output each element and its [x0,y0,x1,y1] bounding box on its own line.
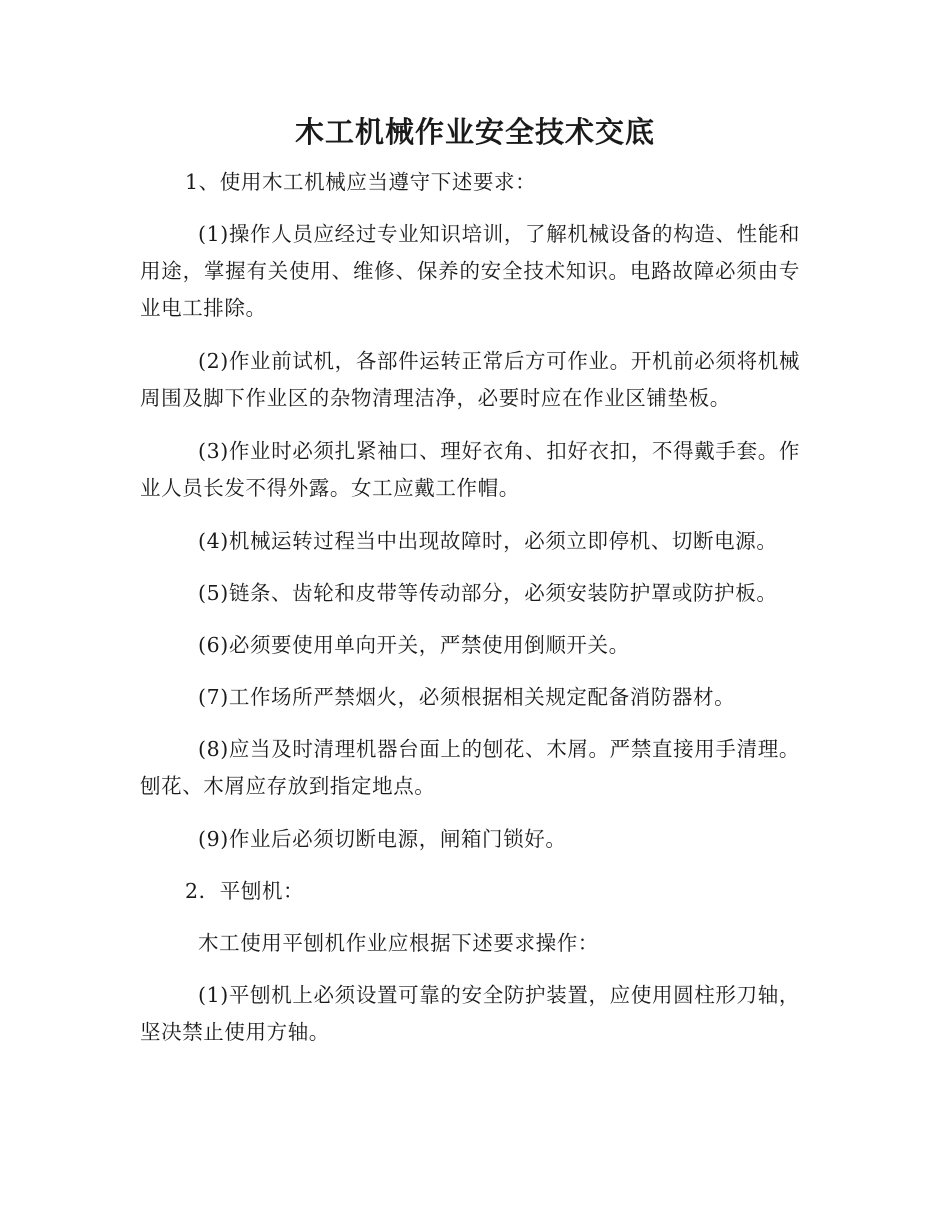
document-body [140,164,800,1051]
section-heading-2: 2．平刨机： [185,879,305,903]
document-title: 木工机械作业安全技术交底 [294,115,655,149]
paragraph-item-7: (7)工作场所严禁烟火，必须根据相关规定配备消防器材。 [198,685,736,709]
paragraph-item-2: (2)作业前试机，各部件运转正常后方可作业。开机前必须将机械周围及脚下作业区的杂物清理洁净，必要时应在作业区铺垫板。 [140,349,800,410]
paragraph-item-2-1: (1)平刨机上必须设置可靠的安全防护装置，应使用圆柱形刀轴，坚决禁止使用方轴。 [140,983,800,1044]
paragraph-item-8: (8)应当及时清理机器台面上的刨花、木屑。严禁直接用手清理。刨花、木屑应存放到指定地点。 [140,737,800,798]
paragraph-item-6: (6)必须要使用单向开关，严禁使用倒顺开关。 [198,633,630,657]
section-intro: 木工使用平刨机作业应根据下述要求操作： [198,931,599,955]
paragraph-item-5: (5)链条、齿轮和皮带等传动部分，必须安装防护罩或防护板。 [198,581,778,605]
paragraph-item-9: (9)作业后必须切断电源，闸箱门锁好。 [198,827,567,851]
paragraph-item-3: (3)作业时必须扎紧袖口、理好衣角、扣好衣扣，不得戴手套。作业人员长发不得外露。女工应戴工作帽。 [140,439,800,500]
paragraph-item-1: (1)操作人员应经过专业知识培训，了解机械设备的构造、性能和用途，掌握有关使用、维修、保养的安全技术知识。电路故障必须由专业电工排除。 [140,222,800,320]
paragraph-item-4: (4)机械运转过程当中出现故障时，必须立即停机、切断电源。 [198,529,778,553]
section-heading-1: 1、使用木工机械应当遵守下述要求： [185,170,537,194]
